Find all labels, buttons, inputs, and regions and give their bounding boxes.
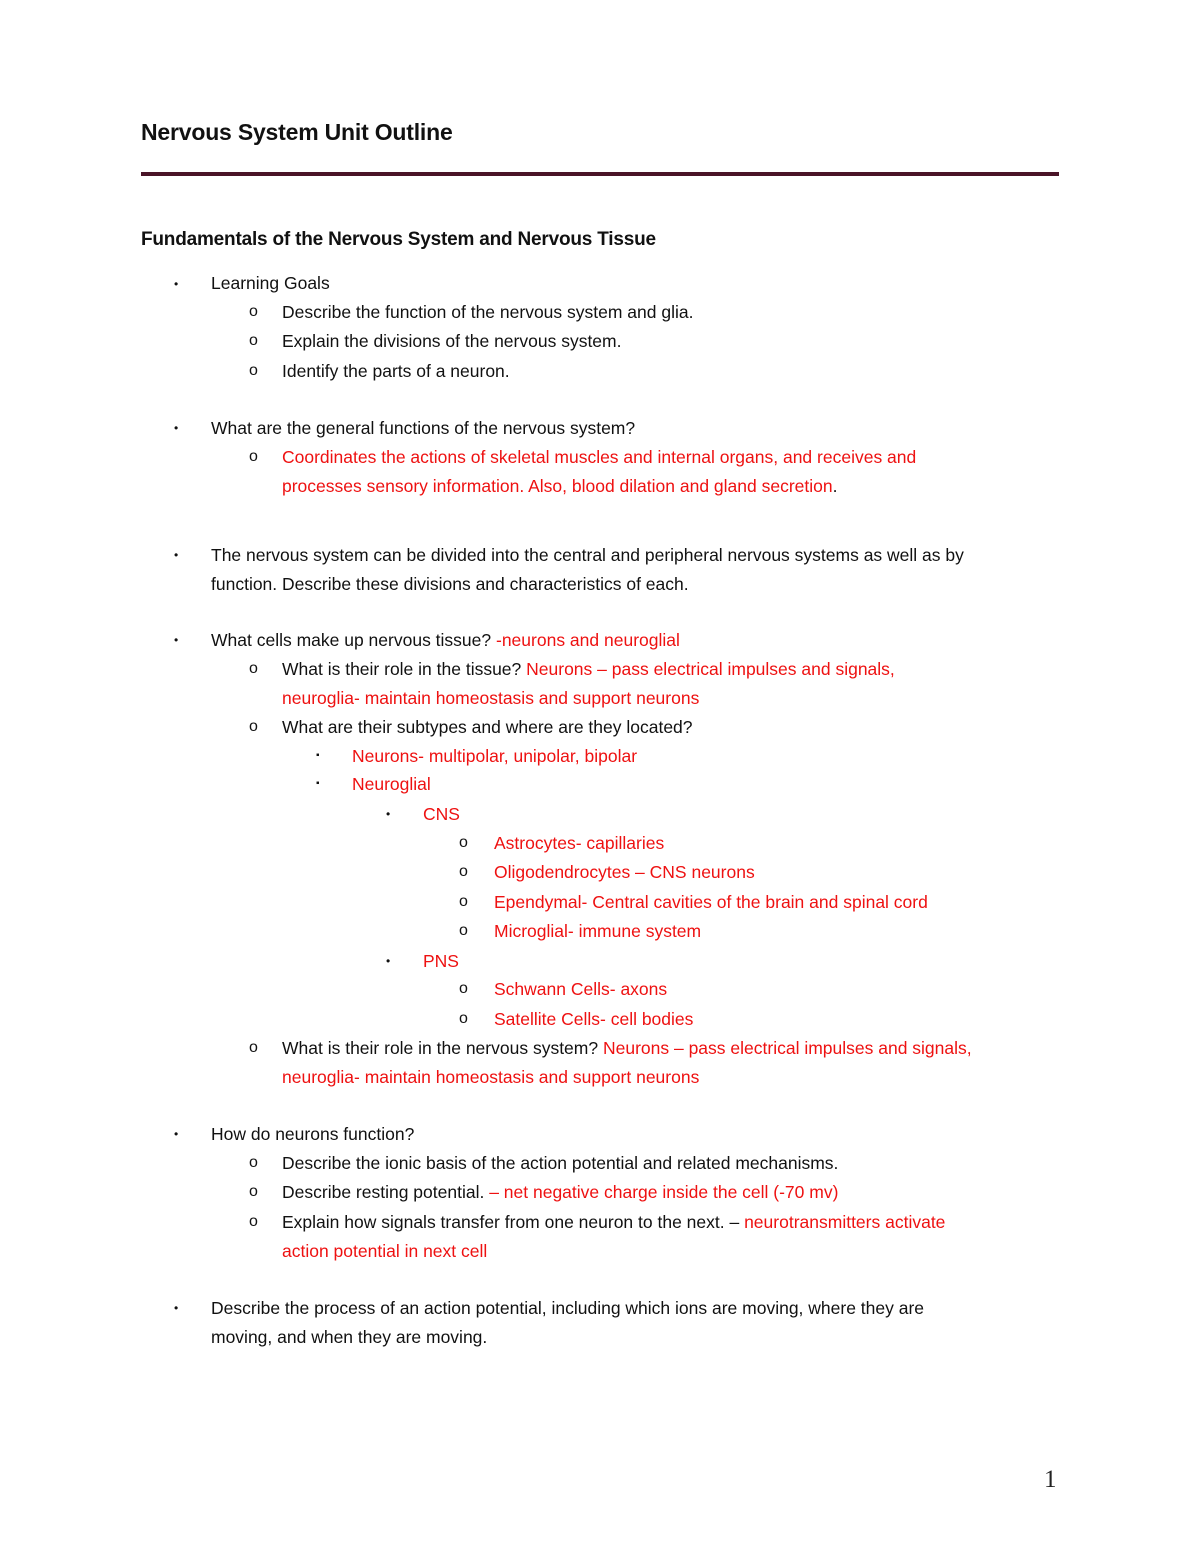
question-subtypes: What are their subtypes and where are they located? [282, 717, 693, 737]
question-role-system [282, 1037, 972, 1059]
circle-marker: o [459, 863, 468, 880]
question-divisions-line2: function. Describe these divisions and characteristics of each. [211, 574, 689, 594]
bullet-marker: • [174, 548, 179, 562]
circle-marker: o [249, 1154, 258, 1171]
question-role-tissue [282, 658, 895, 680]
question-resting-potential [282, 1181, 838, 1203]
bullet-marker: • [174, 1301, 179, 1315]
circle-marker: o [459, 893, 468, 910]
cns-oligodendrocytes: Oligodendrocytes – CNS neurons [494, 862, 755, 882]
circle-marker: o [459, 1010, 468, 1027]
circle-marker: o [249, 362, 258, 379]
circle-marker: o [249, 718, 258, 735]
circle-marker: o [249, 332, 258, 349]
bullet-marker: • [386, 807, 391, 821]
subtype-neuroglial: Neuroglial [352, 774, 431, 794]
question-signal-transfer [282, 1211, 945, 1233]
answer-resting-potential: – net negative charge inside the cell (-70 mv) [489, 1182, 839, 1202]
cns-label: CNS [423, 804, 460, 824]
learning-goal-3: Identify the parts of a neuron. [282, 361, 510, 381]
bullet-marker: • [386, 954, 391, 968]
cns-microglial: Microglial- immune system [494, 921, 702, 941]
circle-marker: o [249, 448, 258, 465]
document-title: Nervous System Unit Outline [141, 119, 453, 145]
question-action-potential-line1: Describe the process of an action potential, including which ions are moving, where they are [211, 1298, 925, 1318]
pns-label: PNS [423, 951, 459, 971]
circle-marker: o [459, 922, 468, 939]
circle-marker: o [459, 834, 468, 851]
question-neuron-function: How do neurons function? [211, 1124, 415, 1144]
pns-schwann: Schwann Cells- axons [494, 979, 668, 999]
cns-astrocytes: Astrocytes- capillaries [494, 833, 665, 853]
learning-goal-1: Describe the function of the nervous system and glia. [282, 302, 694, 322]
circle-marker: o [249, 1183, 258, 1200]
answer-period: . [832, 476, 838, 496]
answer-role-system-line1: Neurons – pass electrical impulses and signals, [602, 1038, 972, 1058]
circle-marker: o [249, 660, 258, 677]
circle-marker: o [459, 980, 468, 997]
question-ionic-basis: Describe the ionic basis of the action potential and related mechanisms. [282, 1153, 839, 1173]
question-role-tissue-text: What is their role in the tissue? [282, 659, 527, 679]
subtype-neurons: Neurons- multipolar, unipolar, bipolar [352, 746, 638, 766]
answer-cells: -neurons and neuroglial [496, 630, 680, 650]
question-resting-potential-text: Describe resting potential. [282, 1182, 490, 1202]
square-marker: ▪ [316, 778, 320, 789]
question-general-functions: What are the general functions of the nervous system? [211, 418, 636, 438]
question-cells [211, 629, 680, 651]
section-heading: Fundamentals of the Nervous System and Nervous Tissue [141, 229, 656, 250]
answer-role-tissue-line1: Neurons – pass electrical impulses and signals, [526, 659, 895, 679]
answer-signal-transfer-line1: neurotransmitters activate [744, 1212, 946, 1232]
cns-ependymal: Ependymal- Central cavities of the brain and spinal cord [494, 892, 928, 912]
answer-general-functions-line2-text: processes sensory information. Also, blood dilation and gland secretion [282, 476, 833, 496]
bullet-marker: • [174, 277, 179, 291]
circle-marker: o [249, 1213, 258, 1230]
question-divisions-line1: The nervous system can be divided into the central and peripheral nervous systems as well as by [211, 545, 964, 565]
circle-marker: o [249, 303, 258, 320]
answer-general-functions-line1: Coordinates the actions of skeletal muscles and internal organs, and receives and [282, 447, 917, 467]
question-cells-text: What cells make up nervous tissue? [211, 630, 496, 650]
circle-marker: o [249, 1039, 258, 1056]
answer-role-tissue-line2: neuroglia- maintain homeostasis and support neurons [282, 688, 700, 708]
bullet-marker: • [174, 421, 179, 435]
answer-general-functions-line2 [282, 475, 837, 497]
answer-signal-transfer-line2: action potential in next cell [282, 1241, 488, 1261]
question-action-potential-line2: moving, and when they are moving. [211, 1327, 488, 1347]
title-divider [141, 172, 1059, 176]
question-role-system-text: What is their role in the nervous system? [282, 1038, 603, 1058]
pns-satellite: Satellite Cells- cell bodies [494, 1009, 694, 1029]
learning-goal-2: Explain the divisions of the nervous system. [282, 331, 622, 351]
bullet-marker: • [174, 1127, 179, 1141]
answer-role-system-line2: neuroglia- maintain homeostasis and support neurons [282, 1067, 700, 1087]
learning-goals-label: Learning Goals [211, 273, 330, 293]
question-signal-transfer-text: Explain how signals transfer from one neuron to the next. – [282, 1212, 745, 1232]
bullet-marker: • [174, 633, 179, 647]
page-number: 1 [1044, 1466, 1057, 1493]
square-marker: ▪ [316, 750, 320, 761]
